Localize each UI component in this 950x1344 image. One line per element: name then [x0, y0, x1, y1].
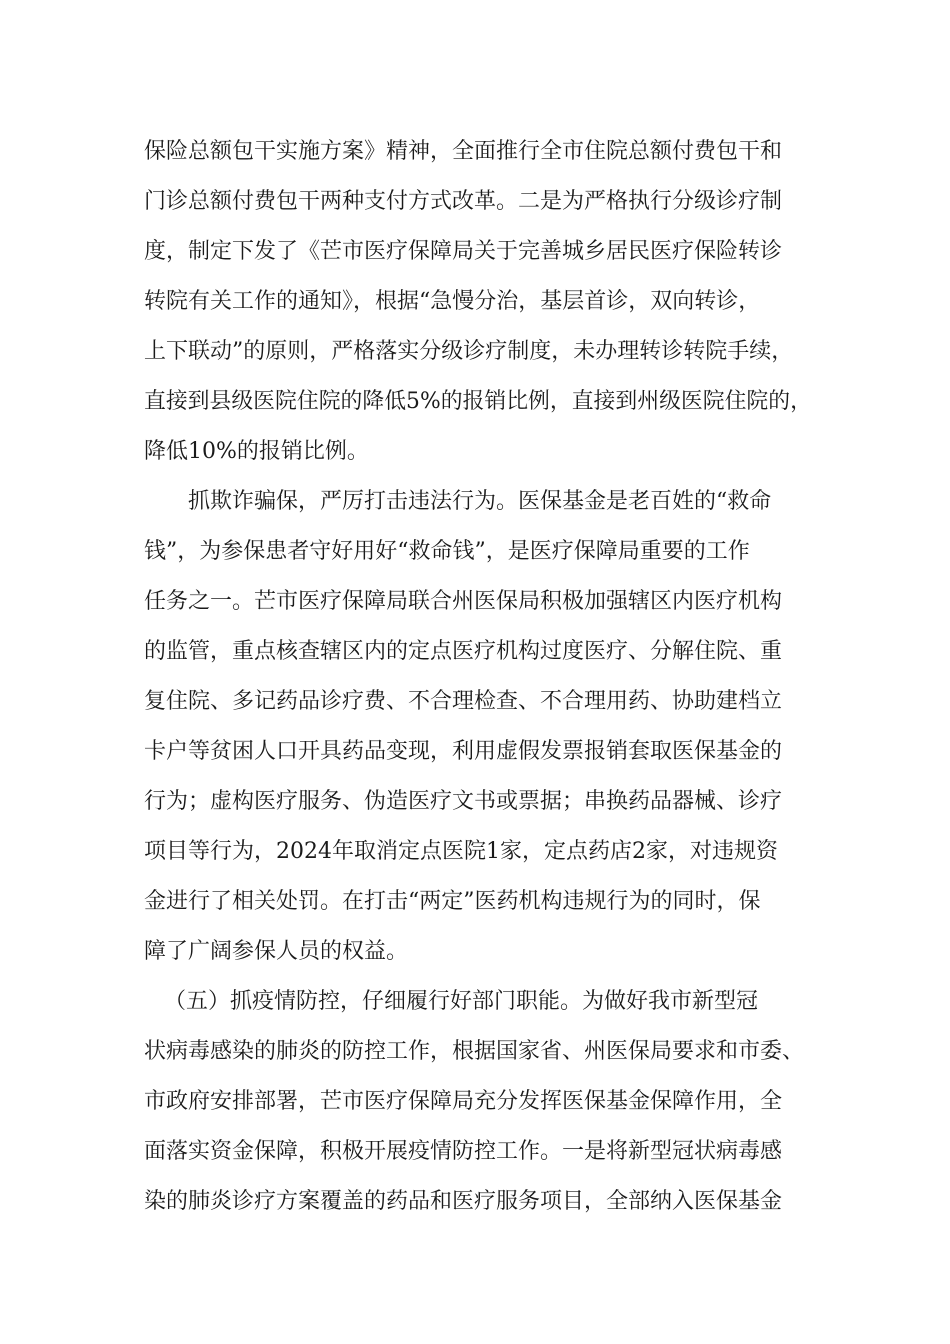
text-line: 抓欺诈骗保，严厉打击违法行为。医保基金是老百姓的“救命 — [188, 489, 772, 514]
text-line: 行为；虚构医疗服务、伪造医疗文书或票据；串换药品器械、诊疗 — [144, 789, 783, 814]
text-line: 直接到县级医院住院的降低5%的报销比例，直接到州级医院住院的， — [144, 389, 812, 414]
text-line: 的监管，重点核查辖区内的定点医疗机构过度医疗、分解住院、重 — [144, 639, 783, 664]
text-line: （五）抓疫情防控，仔细履行好部门职能。为做好我市新型冠 — [164, 989, 759, 1014]
text-line: 障了广阔参保人员的权益。 — [144, 939, 409, 964]
text-line: 市政府安排部署，芒市医疗保障局充分发挥医保基金保障作用，全 — [144, 1089, 783, 1114]
text-line: 保险总额包干实施方案》精神，全面推行全市住院总额付费包干和 — [144, 139, 783, 164]
text-line: 任务之一。芒市医疗保障局联合州医保局积极加强辖区内医疗机构 — [144, 589, 783, 614]
text-line: 降低10%的报销比例。 — [144, 439, 369, 464]
text-line: 卡户等贫困人口开具药品变现，利用虚假发票报销套取医保基金的 — [144, 739, 783, 764]
text-line: 状病毒感染的肺炎的防控工作，根据国家省、州医保局要求和市委、 — [144, 1039, 805, 1064]
text-line: 度，制定下发了《芒市医疗保障局关于完善城乡居民医疗保险转诊 — [144, 239, 783, 264]
text-line: 转院有关工作的通知》，根据“急慢分治，基层首诊，双向转诊， — [144, 289, 761, 314]
text-line: 钱”，为参保患者守好用好“救命钱”，是医疗保障局重要的工作 — [144, 539, 750, 564]
text-line: 面落实资金保障，积极开展疫情防控工作。一是将新型冠状病毒感 — [144, 1139, 783, 1164]
text-line: 染的肺炎诊疗方案覆盖的药品和医疗服务项目，全部纳入医保基金 — [144, 1189, 783, 1214]
text-line: 门诊总额付费包干两种支付方式改革。二是为严格执行分级诊疗制 — [144, 189, 783, 214]
text-line: 金进行了相关处罚。在打击“两定”医药机构违规行为的同时，保 — [144, 889, 761, 914]
text-line: 项目等行为，2024年取消定点医院1家，定点药店2家，对违规资 — [144, 839, 778, 864]
text-line: 上下联动”的原则，严格落实分级诊疗制度，未办理转诊转院手续， — [144, 339, 794, 364]
text-line: 复住院、多记药品诊疗费、不合理检查、不合理用药、协助建档立 — [144, 689, 783, 714]
